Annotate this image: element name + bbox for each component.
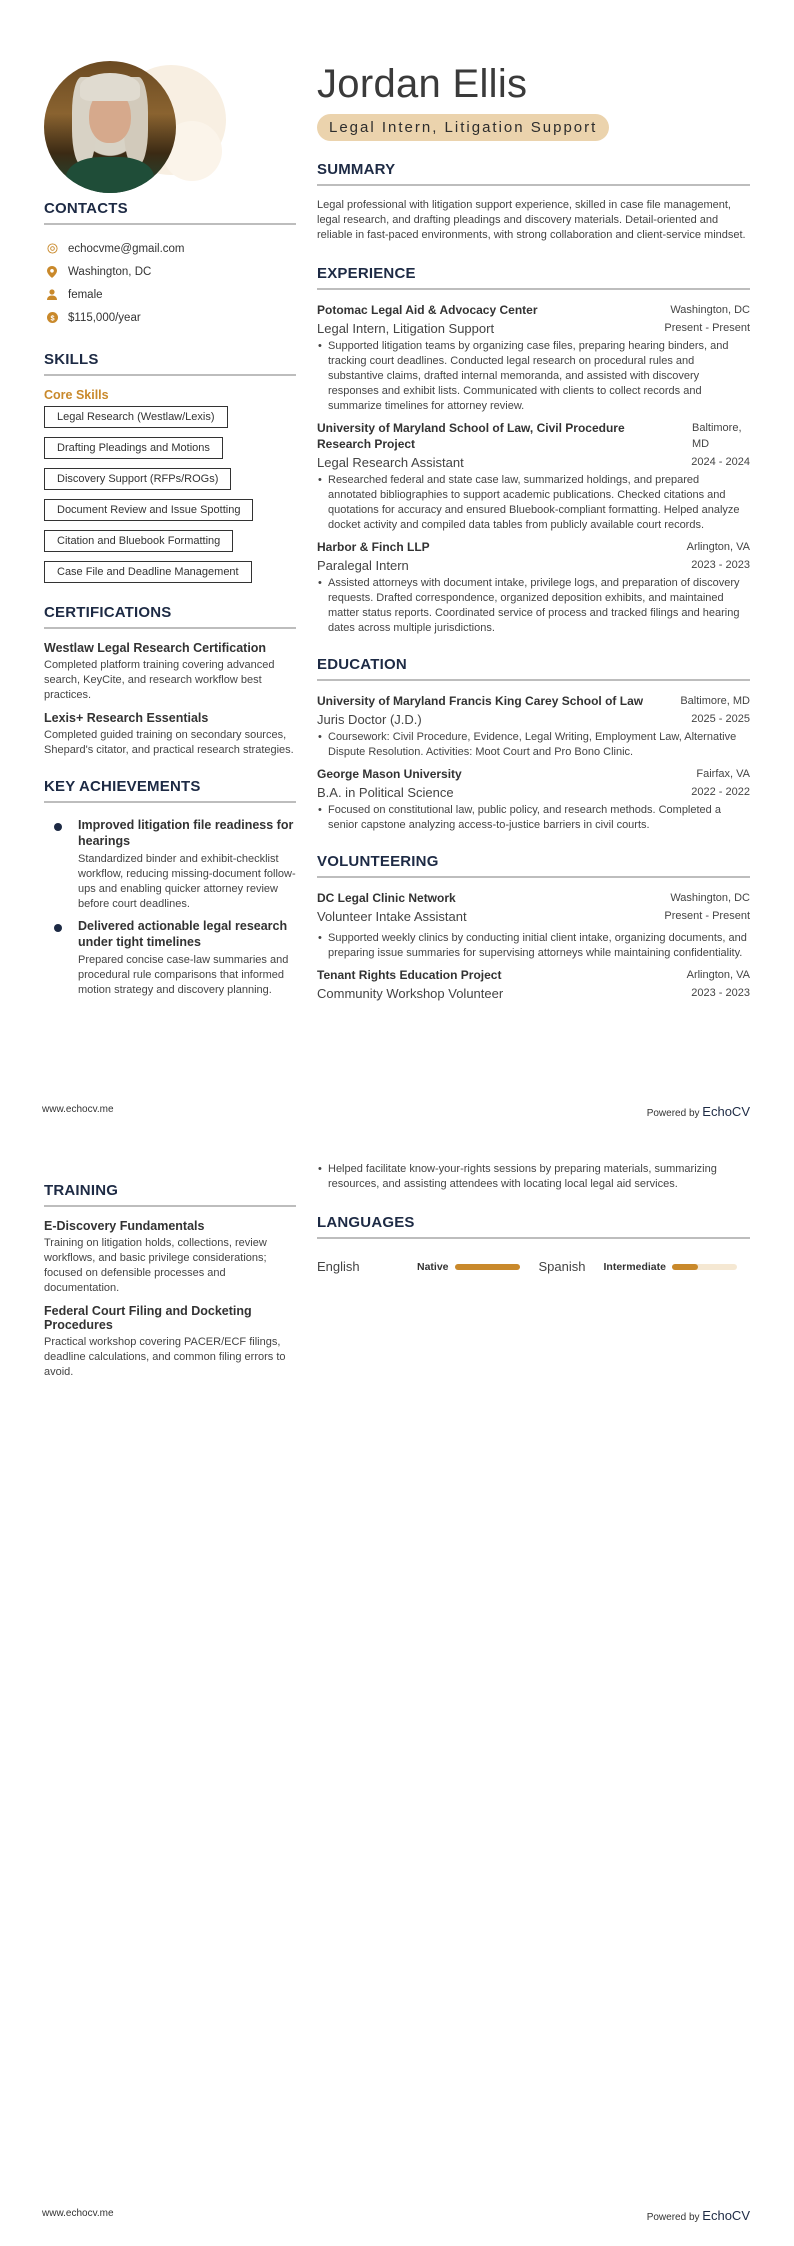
skills-section	[44, 351, 296, 592]
page-footer	[0, 1104, 794, 1124]
resume-page-2	[0, 1140, 794, 2246]
person-icon	[46, 289, 58, 301]
language-list	[317, 1259, 750, 1274]
experience-entry	[317, 302, 750, 414]
certification-item	[44, 641, 296, 703]
avatar	[44, 61, 184, 201]
language-level: Native	[417, 1260, 449, 1273]
training-item	[44, 1304, 296, 1380]
bullet-dot-icon	[54, 924, 62, 932]
bullet-icon: •	[318, 731, 322, 743]
section-title: SUMMARY	[317, 161, 750, 186]
entry-location: Arlington, VA	[686, 541, 750, 553]
contact-salary-text: $115,000/year	[68, 311, 141, 324]
entry-role: Legal Research Assistant	[317, 455, 464, 470]
section-title: SKILLS	[44, 351, 296, 376]
skill-tag: Case File and Deadline Management	[44, 561, 252, 583]
certification-item	[44, 711, 296, 758]
powered-by	[647, 1104, 750, 1119]
bullet-icon: •	[318, 804, 322, 816]
training-item	[44, 1219, 296, 1296]
bullet-icon: •	[318, 340, 322, 352]
skill-list	[44, 406, 296, 592]
entry-organization: University of Maryland School of Law, Civil Procedure Research Project	[317, 421, 625, 451]
right-column	[317, 62, 750, 1008]
experience-entry	[317, 539, 750, 636]
entry-dates: 2025 - 2025	[691, 713, 750, 725]
achievement-item	[44, 918, 296, 998]
entry-dates: 2024 - 2024	[691, 456, 750, 468]
certification-desc: Completed guided training on secondary sources, Shepard's citator, and practical research strategies.	[44, 729, 294, 756]
skill-tag: Document Review and Issue Spotting	[44, 499, 253, 521]
entry-organization: Potomac Legal Aid & Advocacy Center	[317, 303, 538, 317]
achievement-title: Delivered actionable legal research under tight timelines	[78, 919, 288, 949]
section-title: EXPERIENCE	[317, 265, 750, 290]
powered-by	[647, 2208, 750, 2223]
contact-salary	[44, 306, 296, 329]
location-pin-icon	[46, 266, 58, 278]
entry-description: Assisted attorneys with document intake, privilege logs, and preparation of discovery requests. Drafted correspondence, organized deposition exhibits, and maintained matter status reports. Coordinated service of process and tracked filings and hearing dates across multiple jurisdictions.	[328, 577, 740, 634]
achievement-desc: Prepared concise case-law summaries and procedural rule comparisons that informed motion strategy and discovery planning.	[78, 954, 289, 996]
education-entry	[317, 693, 750, 760]
entry-location: Fairfax, VA	[696, 768, 750, 780]
bullet-icon: •	[318, 932, 322, 944]
entry-description: Supported weekly clinics by conducting initial client intake, organizing documents, and preparing issue summaries for supervising attorneys while maintaining confidentiality.	[328, 932, 747, 959]
entry-role: Legal Intern, Litigation Support	[317, 321, 495, 336]
footer-url-link[interactable]: www.echocv.me	[42, 2208, 114, 2219]
entry-location: Washington, DC	[670, 304, 750, 316]
volunteering-continued	[317, 1162, 750, 1192]
job-title-badge: Legal Intern, Litigation Support	[317, 114, 609, 141]
achievement-item	[44, 817, 296, 912]
entry-description: Researched federal and state case law, summarized holdings, and prepared annotated bibliographies to support academic publications. Checked citations and quotations for accuracy and ensured Bluebook-compliant formatting. Helped analyze docket activity and compiled data tables from publicly available court records.	[328, 474, 740, 531]
candidate-name: Jordan Ellis	[317, 62, 528, 106]
volunteering-entry	[317, 967, 750, 1002]
section-title: KEY ACHIEVEMENTS	[44, 778, 296, 803]
language-level: Intermediate	[603, 1260, 666, 1273]
contact-email-text: echocvme@gmail.com	[68, 242, 185, 255]
entry-role: Paralegal Intern	[317, 558, 409, 573]
skill-tag: Drafting Pleadings and Motions	[44, 437, 223, 459]
skill-tag: Discovery Support (RFPs/ROGs)	[44, 468, 231, 490]
svg-text:$: $	[49, 313, 55, 323]
bullet-icon: •	[318, 1163, 322, 1175]
entry-description: Coursework: Civil Procedure, Evidence, Legal Writing, Employment Law, Alternative Dispute Resolution. Activities: Moot Court and Pro Bono Clinic.	[328, 731, 737, 758]
entry-role: Community Workshop Volunteer	[317, 986, 504, 1001]
entry-dates: Present - Present	[664, 910, 750, 922]
volunteering-entry	[317, 890, 750, 961]
experience-section	[317, 265, 750, 636]
profile-photo	[44, 61, 176, 193]
entry-location: Baltimore, MD	[680, 695, 750, 707]
right-column	[317, 1160, 750, 1274]
dollar-coin-icon	[46, 312, 58, 324]
entry-description: Helped facilitate know-your-rights sessions by preparing materials, summarizing resources, and assisting attendees with locating local legal aid services.	[328, 1163, 717, 1190]
left-column	[44, 200, 296, 1004]
footer-url-link[interactable]: www.echocv.me	[42, 1104, 114, 1115]
language-proficiency-bar	[672, 1264, 737, 1270]
contact-gender	[44, 283, 296, 306]
bullet-icon: •	[318, 474, 322, 486]
section-title: CERTIFICATIONS	[44, 604, 296, 629]
languages-section	[317, 1214, 750, 1274]
training-desc: Practical workshop covering PACER/ECF filings, deadline calculations, and common filing errors to avoid.	[44, 1336, 286, 1378]
entry-degree: B.A. in Political Science	[317, 785, 454, 800]
language-name: English	[317, 1259, 360, 1274]
page-footer	[0, 2208, 794, 2228]
entry-location: Baltimore, MD	[692, 422, 742, 450]
certification-title: Lexis+ Research Essentials	[44, 711, 209, 725]
skill-tag: Legal Research (Westlaw/Lexis)	[44, 406, 228, 428]
experience-entry	[317, 420, 750, 533]
skill-tag: Citation and Bluebook Formatting	[44, 530, 233, 552]
contacts-section	[44, 200, 296, 329]
language-proficiency-fill	[672, 1264, 698, 1270]
powered-by-label: Powered by	[646, 2212, 700, 2223]
section-title: TRAINING	[44, 1182, 296, 1207]
section-title: EDUCATION	[317, 656, 750, 681]
summary-text: Legal professional with litigation support experience, skilled in case file management, legal research, and drafting pleadings and discovery materials. Detail-oriented and reliable in fast-paced environments, with strong collaboration and client-service mindset.	[317, 199, 746, 241]
volunteering-section	[317, 853, 750, 1002]
summary-section	[317, 161, 750, 243]
entry-organization: Harbor & Finch LLP	[317, 540, 430, 554]
entry-dates: 2022 - 2022	[691, 786, 750, 798]
entry-organization: DC Legal Clinic Network	[317, 891, 456, 905]
achievements-section	[44, 778, 296, 998]
contact-location	[44, 260, 296, 283]
entry-location: Washington, DC	[670, 892, 750, 904]
education-section	[317, 656, 750, 833]
entry-organization: Tenant Rights Education Project	[317, 968, 502, 982]
entry-degree: Juris Doctor (J.D.)	[317, 712, 422, 727]
certification-desc: Completed platform training covering advanced search, KeyCite, and research workflow best practices.	[44, 659, 275, 701]
achievement-title: Improved litigation file readiness for hearings	[78, 818, 294, 848]
entry-dates: 2023 - 2023	[691, 987, 750, 999]
section-title: VOLUNTEERING	[317, 853, 750, 878]
entry-organization: University of Maryland Francis King Carey School of Law	[317, 694, 644, 708]
section-title: CONTACTS	[44, 200, 296, 225]
entry-dates: Present - Present	[664, 322, 750, 334]
brand-logo-text[interactable]: EchoCV	[702, 2208, 750, 2223]
language-proficiency-fill	[455, 1264, 520, 1270]
training-title: Federal Court Filing and Docketing Procedures	[44, 1304, 252, 1332]
contact-gender-text: female	[68, 288, 103, 301]
language-name: Spanish	[538, 1259, 586, 1274]
entry-role: Volunteer Intake Assistant	[317, 909, 467, 924]
skill-group-title: Core Skills	[44, 388, 109, 402]
certification-title: Westlaw Legal Research Certification	[44, 641, 267, 655]
training-title: E-Discovery Fundamentals	[44, 1219, 205, 1233]
language-proficiency-bar	[455, 1264, 520, 1270]
contact-email[interactable]	[44, 237, 296, 260]
brand-logo-text[interactable]: EchoCV	[702, 1104, 750, 1119]
section-title: LANGUAGES	[317, 1214, 750, 1239]
left-column	[44, 1182, 296, 1388]
entry-dates: 2023 - 2023	[691, 559, 750, 571]
education-entry	[317, 766, 750, 833]
entry-description: Focused on constitutional law, public policy, and research methods. Completed a senior capstone analyzing access-to-justice barriers in civil courts.	[328, 804, 721, 831]
training-desc: Training on litigation holds, collections, review workflows, and basic privilege considerations; focused on defensible processes and documentation.	[44, 1237, 267, 1294]
entry-location: Arlington, VA	[686, 969, 750, 981]
achievement-desc: Standardized binder and exhibit-checklist workflow, reducing missing-document follow-ups and enabling quicker attorney review before court deadlines.	[78, 853, 296, 910]
entry-description: Supported litigation teams by organizing case files, preparing hearing binders, and tracking court deadlines. Conducted legal research on procedural rules and substantive claims, drafted internal memoranda, and assisted with discovery responses and exhibit lists. Communicated with clients to collect records and summarize timelines for attorney review.	[328, 340, 729, 412]
training-section	[44, 1182, 296, 1380]
bullet-icon: •	[318, 577, 322, 589]
at-icon	[46, 243, 58, 255]
bullet-dot-icon	[54, 823, 62, 831]
entry-organization: George Mason University	[317, 767, 462, 781]
certifications-section	[44, 604, 296, 758]
contact-location-text: Washington, DC	[68, 265, 152, 278]
powered-by-label: Powered by	[646, 1108, 700, 1119]
